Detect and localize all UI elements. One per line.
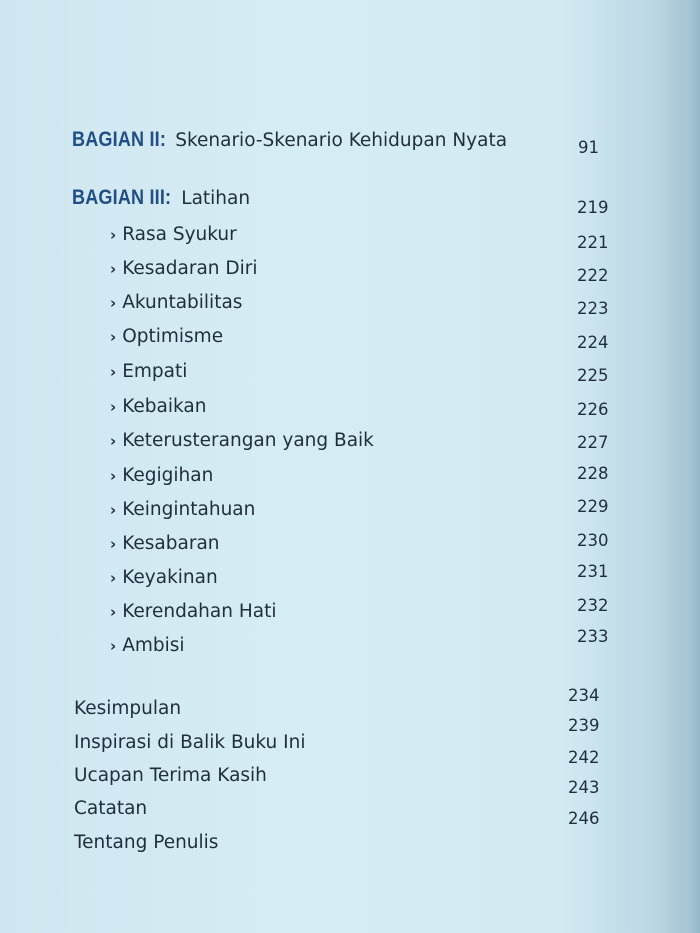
toc-exercise-item: [110, 430, 374, 451]
chevron-right-icon: ›: [110, 637, 117, 655]
page-number: 226: [577, 400, 609, 419]
part-label: BAGIAN II:: [72, 128, 167, 151]
toc-exercise-item: [110, 361, 187, 382]
chevron-right-icon: ›: [110, 363, 117, 381]
chevron-right-icon: ›: [110, 603, 117, 621]
section-title: Ucapan Terima Kasih: [74, 765, 267, 786]
toc-exercise-item: [110, 326, 223, 347]
exercise-title: Kesadaran Diri: [122, 258, 258, 279]
exercise-title: Kegigihan: [122, 465, 214, 486]
toc-exercise-item: [110, 567, 218, 588]
page-number: 246: [568, 809, 600, 828]
part-title: Skenario-Skenario Kehidupan Nyata: [169, 130, 508, 151]
chevron-right-icon: ›: [110, 328, 117, 346]
exercise-title: Kebaikan: [122, 396, 207, 417]
page-number: 232: [577, 596, 609, 615]
exercise-title: Keterusterangan yang Baik: [122, 430, 374, 451]
toc-exercise-item: [110, 465, 213, 486]
chevron-right-icon: ›: [110, 467, 117, 485]
toc-part-3: [72, 186, 250, 210]
toc-part-2: [72, 128, 507, 152]
page-number: 229: [577, 497, 609, 516]
toc-exercise-item: [110, 635, 185, 656]
exercise-title: Empati: [122, 361, 188, 382]
exercise-title: Kesabaran: [122, 533, 220, 554]
chevron-right-icon: ›: [110, 501, 117, 519]
exercise-title: Kerendahan Hati: [122, 601, 277, 622]
page-number: 231: [577, 562, 609, 581]
toc-closing-item: [74, 765, 267, 786]
section-title: Kesimpulan: [74, 698, 182, 719]
page-number: 219: [577, 198, 609, 217]
toc-exercise-item: [110, 224, 237, 245]
page-number: 242: [568, 748, 600, 767]
chevron-right-icon: ›: [110, 294, 117, 312]
toc-closing-item: [74, 832, 218, 853]
part-title: Latihan: [175, 188, 251, 209]
exercise-title: Rasa Syukur: [122, 224, 237, 245]
chevron-right-icon: ›: [110, 535, 117, 553]
exercise-title: Keingintahuan: [122, 499, 256, 520]
chevron-right-icon: ›: [110, 432, 117, 450]
chevron-right-icon: ›: [110, 226, 117, 244]
toc-exercise-item: [110, 499, 255, 520]
section-title: Tentang Penulis: [74, 832, 219, 853]
toc-exercise-item: [110, 258, 258, 279]
page-number: 243: [568, 778, 600, 797]
page-number: 234: [568, 686, 600, 705]
section-title: Catatan: [74, 798, 148, 819]
exercise-title: Ambisi: [122, 635, 185, 656]
exercise-title: Keyakinan: [122, 567, 218, 588]
toc-exercise-item: [110, 533, 220, 554]
section-title: Inspirasi di Balik Buku Ini: [74, 732, 306, 753]
page-number: 228: [577, 464, 609, 483]
toc-closing-item: [74, 698, 181, 719]
page-number: 225: [577, 366, 609, 385]
page-number: 230: [577, 531, 609, 550]
chevron-right-icon: ›: [110, 398, 117, 416]
exercise-title: Optimisme: [122, 326, 224, 347]
chevron-right-icon: ›: [110, 260, 117, 278]
toc-exercise-item: [110, 292, 242, 313]
page-number: 222: [577, 266, 609, 285]
toc-closing-item: [74, 732, 305, 753]
toc-exercise-item: [110, 601, 276, 622]
part-label: BAGIAN III:: [72, 186, 172, 209]
exercise-title: Akuntabilitas: [122, 292, 243, 313]
page-number: 239: [568, 716, 600, 735]
chevron-right-icon: ›: [110, 569, 117, 587]
toc-closing-item: [74, 798, 147, 819]
page-number: 221: [577, 233, 609, 252]
toc-exercise-item: [110, 396, 206, 417]
page-number: 233: [577, 627, 609, 646]
page-number: 91: [578, 138, 599, 157]
page-number: 224: [577, 333, 609, 352]
page-number: 223: [577, 299, 609, 318]
page-number: 227: [577, 433, 609, 452]
